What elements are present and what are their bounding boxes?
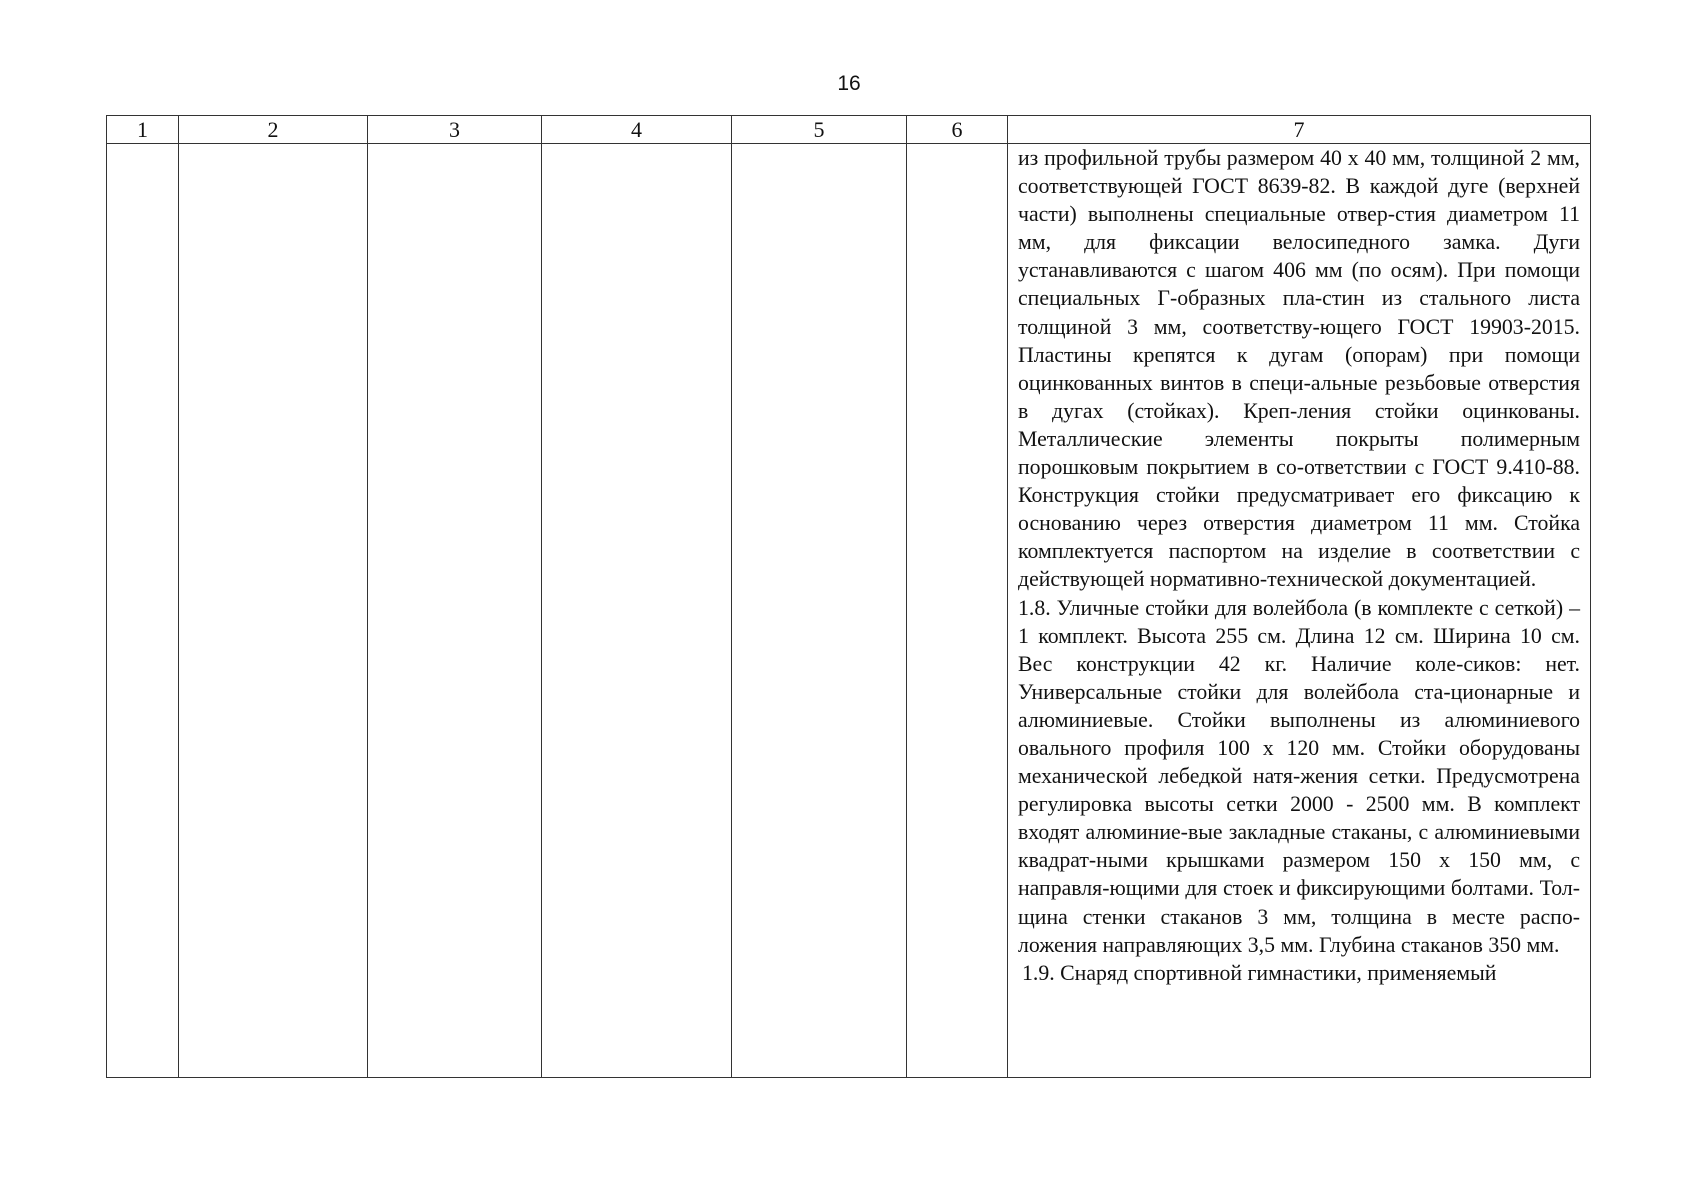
cell-col-7 — [1008, 144, 1591, 1078]
description-paragraph-3: 1.9. Снаряд спортивной гимнастики, применяемый — [1022, 960, 1497, 985]
column-header-2: 2 — [179, 116, 368, 144]
header-row — [107, 116, 1591, 144]
description-paragraph-2: 1.8. Уличные стойки для волейбола (в комплекте с сеткой) – 1 комплект. Высота 255 см. Длина 12 см. Ширина 10 см. Вес конструкции 42 кг. Наличие коле-сиков: нет. Универсальные стойки для волейбола ста-ционарные и алюминиевые. Стойки выполнены из алюминиевого овального профиля 100 х 120 мм. Стойки оборудованы механической лебедкой натя-жения сетки. Предусмотрена регулировка высоты сетки 2000 - 2500 мм. В комплект входят алюминие-вые закладные стаканы, с алюминиевыми квадрат-ными крышками размером 150 х 150 мм, с направля-ющими для стоек и фиксирующими болтами. Тол-щина стенки стаканов 3 мм, толщина в месте распо-ложения направляющих 3,5 мм. Глубина стаканов 350 мм. — [1018, 595, 1580, 957]
description-text — [1008, 144, 1590, 987]
column-header-1: 1 — [107, 116, 179, 144]
column-header-5: 5 — [732, 116, 907, 144]
column-header-3: 3 — [368, 116, 542, 144]
column-header-6: 6 — [907, 116, 1008, 144]
page-number: 16 — [837, 72, 861, 95]
column-header-7: 7 — [1008, 116, 1591, 144]
specification-table — [106, 115, 1591, 1078]
cell-col-6 — [907, 144, 1008, 1078]
column-header-4: 4 — [542, 116, 732, 144]
cell-col-3 — [368, 144, 542, 1078]
table-row — [107, 144, 1591, 1078]
cell-col-2 — [179, 144, 368, 1078]
cell-col-4 — [542, 144, 732, 1078]
cell-col-5 — [732, 144, 907, 1078]
description-paragraph-1: из профильной трубы размером 40 х 40 мм, толщиной 2 мм, соответствующей ГОСТ 8639-82. В каждой дуге (верхней части) выполнены специальные отвер-стия диаметром 11 мм, для фиксации велосипедного замка. Дуги устанавливаются с шагом 406 мм (по осям). При помощи специальных Г-образных пла-стин из стального листа толщиной 3 мм, соответству-ющего ГОСТ 19903-2015. Пластины крепятся к дугам (опорам) при помощи оцинкованных винтов в специ-альные резьбовые отверстия в дугах (стойках). Креп-ления стойки оцинкованы. Металлические элементы покрыты полимерным порошковым покрытием в со-ответствии с ГОСТ 9.410-88. Конструкция стойки предусматривает его фиксацию к основанию через отверстия диаметром 11 мм. Стойка комплектуется паспортом на изделие в соответствии с действующей нормативно-технической документацией. — [1018, 146, 1580, 592]
cell-col-1 — [107, 144, 179, 1078]
